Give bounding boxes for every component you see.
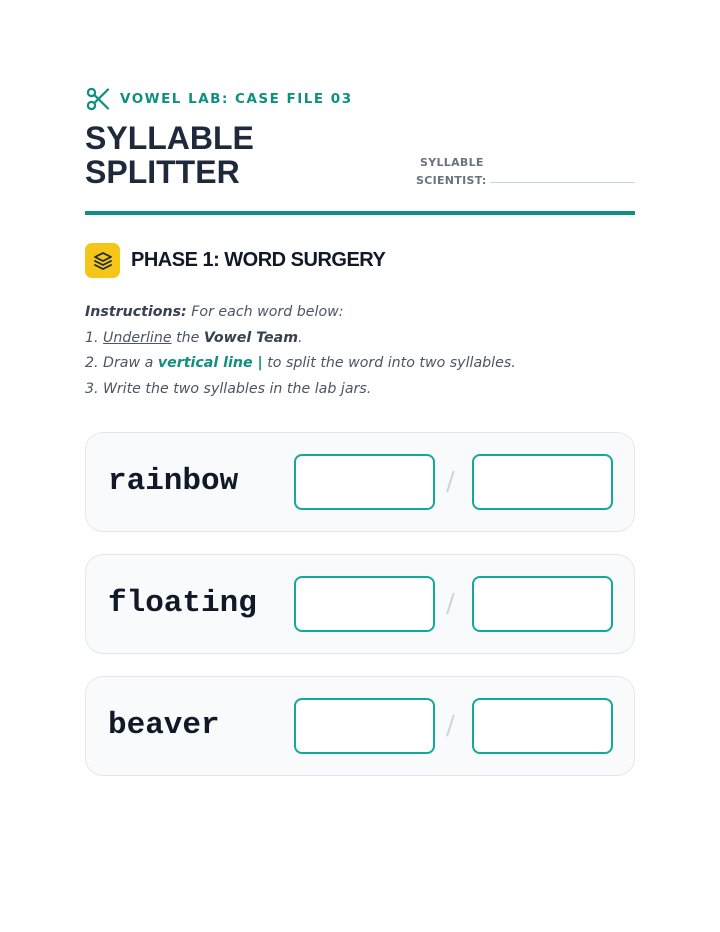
step-2-end: to split the word into two syllables. [262, 355, 516, 372]
layers-icon [92, 250, 114, 272]
scientist-label [416, 154, 487, 190]
instructions-lead-rest: For each word below: [186, 304, 344, 320]
word-card-floating [85, 554, 635, 654]
kicker-text: VOWEL LAB: CASE FILE 03 [120, 91, 353, 107]
word-card-beaver [85, 676, 635, 776]
step-1-number: 1. [85, 329, 104, 346]
instruction-step-3: 3. Write the two syllables in the lab jars. [85, 381, 372, 398]
word-text: floating [108, 586, 257, 621]
instruction-step-2 [85, 351, 635, 377]
phase-title: PHASE 1: WORD SURGERY [131, 249, 386, 271]
instructions-lead: Instructions: [85, 304, 187, 320]
syllable-1-box[interactable] [294, 576, 435, 632]
scientist-label-line-1: SYLLABLE [420, 156, 484, 169]
scissors-icon [85, 86, 111, 112]
word-card-rainbow [85, 432, 635, 532]
case-file-kicker [85, 86, 353, 112]
scientist-name-line[interactable] [490, 182, 635, 183]
syllable-2-box[interactable] [472, 698, 613, 754]
syllable-1-box[interactable] [294, 454, 435, 510]
step-2-vertical-line: vertical line | [157, 355, 263, 372]
instructions-intro [85, 300, 635, 326]
step-1-underline-word: Underline [103, 329, 172, 346]
word-text: beaver [108, 708, 220, 743]
syllable-separator: / [446, 711, 455, 741]
instructions [85, 300, 635, 403]
title-line-1: SYLLABLE [85, 120, 254, 156]
phase-heading [85, 243, 385, 278]
page-title [85, 121, 254, 189]
step-1-vowel-team: Vowel Team [203, 329, 298, 346]
phase-badge [85, 243, 120, 278]
step-1-end: . [297, 329, 303, 346]
syllable-2-box[interactable] [472, 454, 613, 510]
step-1-mid: the [171, 329, 204, 346]
scientist-label-line-2: SCIENTIST: [416, 174, 487, 187]
syllable-1-box[interactable] [294, 698, 435, 754]
instruction-step-1 [85, 326, 635, 352]
title-line-2: SPLITTER [85, 154, 240, 190]
step-2-start: 2. Draw a [85, 355, 158, 372]
syllable-2-box[interactable] [472, 576, 613, 632]
word-text: rainbow [108, 464, 239, 499]
header-divider [85, 211, 635, 215]
syllable-separator: / [446, 589, 455, 619]
syllable-separator: / [446, 467, 455, 497]
